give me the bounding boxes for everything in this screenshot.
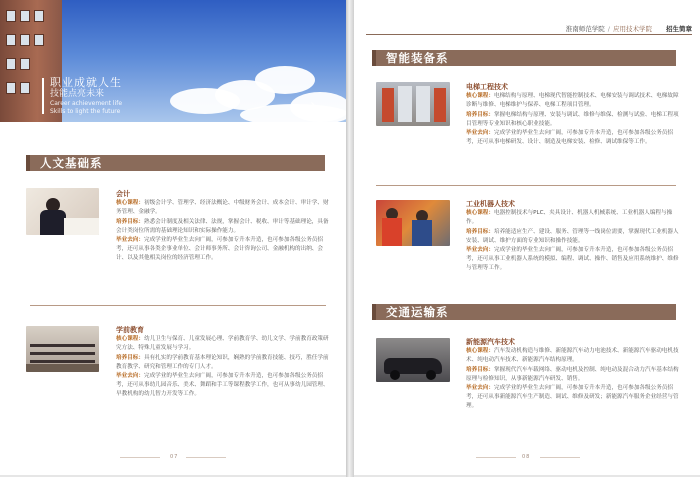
training-goal-line: 培养目标：熟悉会计制度及相关法律、法规，掌握会计、税收、审计等基础理论，具备会计类岗位所需的基础理论知识和实际操作能力。 xyxy=(116,218,329,234)
core-courses-line: 核心课程：幼儿卫生与保育、儿童发展心理、学前教育学、幼儿文学、学前教育政策研究方法、特殊儿童发展与学习。 xyxy=(116,336,329,351)
new-energy-vehicle-photo xyxy=(376,338,450,382)
career-line: 毕业去向：完成学业的毕业生去向广阔，可参加专升本升造，也可参加各级公务员招考，还可从事电梯研发、设计、制造及电梯安装、检修、调试维保等工作。 xyxy=(466,130,673,145)
tagline-cn-2: 技能点亮未来 xyxy=(50,89,105,99)
header-rule xyxy=(366,34,692,35)
program-desc-preschool xyxy=(116,335,330,400)
page-number-right: 08 xyxy=(522,454,531,460)
section-title-transportation: 交通运输系 xyxy=(376,304,676,320)
program-name-industrial-robot: 工业机器人技术 xyxy=(466,200,515,208)
core-courses-line: 核心课程：电梯结构与原理、电梯现代智能控制技术、电梯安装与调试技术、电梯故障诊断与维修、电梯维护与保养、电梯工程项目管理。 xyxy=(466,93,679,108)
banner-photo xyxy=(0,0,346,122)
program-divider xyxy=(376,185,676,186)
preschool-photo xyxy=(26,326,99,372)
tagline-bar xyxy=(42,78,44,114)
career-line: 毕业去向：完成学业的毕业生去向广阔，可参加专升本升造，也可参加各级公务员招考，还可从事各类企事业单位、会计师事务所、会计咨询公司、金融机构的出纳、会计、以及其他相关岗位的经济管理工作。 xyxy=(116,237,323,261)
training-goal-line: 培养目标：掌握电梯结构与原理、安装与调试、维修与维保、检测与试验、电梯工程项目管理等专业知识和核心职业技能。 xyxy=(466,111,679,127)
career-line: 毕业去向：完成学业的毕业生去向广阔，可参加专升本升造，也可参加各级公务员招考，还可从事工业机器人系统的模拟、编程、调试、操作、销售及应用系统维护、维修与管理等工作。 xyxy=(466,247,679,271)
tagline-cn-1: 职业成就人生 xyxy=(50,76,122,89)
chevron-right-icon: › xyxy=(310,97,316,113)
school-name: 淮南师范学院 xyxy=(565,25,605,33)
brochure-title: 招生简章 xyxy=(666,25,692,33)
elevator-photo xyxy=(376,82,450,126)
banner-tagline xyxy=(50,76,122,116)
section-title-humanities: 人文基础系 xyxy=(30,155,325,171)
section-title-intelligent-equipment: 智能装备系 xyxy=(376,50,676,66)
program-name-elevator: 电梯工程技术 xyxy=(466,83,508,91)
core-courses-line: 核心课程：汽车发动机构造与维修、新能源汽车动力电池技术、新能源汽车驱动电机技术、纯电动汽车技术、新能源汽车结构原理。 xyxy=(466,348,679,363)
training-goal-line: 培养目标：具有扎实的学前教育基本理论知识，娴熟的学前教育技能、技巧，胜任学前教育教学、研究和管理工作的专门人才。 xyxy=(116,354,329,370)
tagline-en-2: Skills to light the future xyxy=(50,108,121,115)
program-desc-elevator xyxy=(466,92,680,148)
industrial-robot-photo xyxy=(376,200,450,246)
career-line: 毕业去向：完成学业的毕业生去向广阔，可参加专升本升造，也可参加各级公务员招考，还可从事幼儿园音乐、美术、舞蹈和手工等课程教学工作，也可从事幼儿园管理、早教机构的幼儿智力开发等工作。 xyxy=(116,373,329,397)
page-header: 淮南师范学院 / 应用技术学院 招生简章 xyxy=(565,25,692,33)
program-divider xyxy=(30,305,326,306)
left-page xyxy=(0,0,346,475)
program-desc-new-energy-vehicle xyxy=(466,347,680,412)
program-desc-industrial-robot xyxy=(466,209,680,274)
right-page xyxy=(354,0,700,475)
core-courses-line: 核心课程：初级会计学、管理学、经济法概论、中级财务会计、成本会计、审计学、财务管理、金融学。 xyxy=(116,200,329,215)
career-line: 毕业去向：完成学业的毕业生去向广阔，可参加专升本升造，也可参加各级公务员招考，还可从事新能源汽车生产制造、调试、维修及研发；新能源汽车服务企业经营与管理。 xyxy=(466,385,679,409)
program-name-preschool: 学前教育 xyxy=(116,326,144,334)
tagline-en-1: Career achievement life xyxy=(50,100,123,107)
training-goal-line: 培养目标：掌握现代汽车车载网络、驱动电机及控制、纯电动及混合动力汽车基本结构原理与检修知识，从事新能源汽车研发、销售。 xyxy=(466,366,679,382)
book-gutter xyxy=(346,0,354,477)
core-courses-line: 核心课程：电器控制技术与PLC、夹具设计、机器人机械系统、工业机器人编程与操作。 xyxy=(466,210,673,225)
training-goal-line: 培养目标：培养能适应生产、建设、服务、管理等一线岗位需要，掌握现代工业机器人安装、调试、维护方面的专业知识和操作技能。 xyxy=(466,228,679,244)
program-desc-accounting xyxy=(116,199,330,264)
page-number-left: 07 xyxy=(170,454,179,460)
program-name-accounting: 会计 xyxy=(116,190,130,198)
program-name-new-energy-vehicle: 新能源汽车技术 xyxy=(466,338,515,346)
accounting-photo xyxy=(26,188,99,235)
college-name: 应用技术学院 xyxy=(613,25,652,33)
